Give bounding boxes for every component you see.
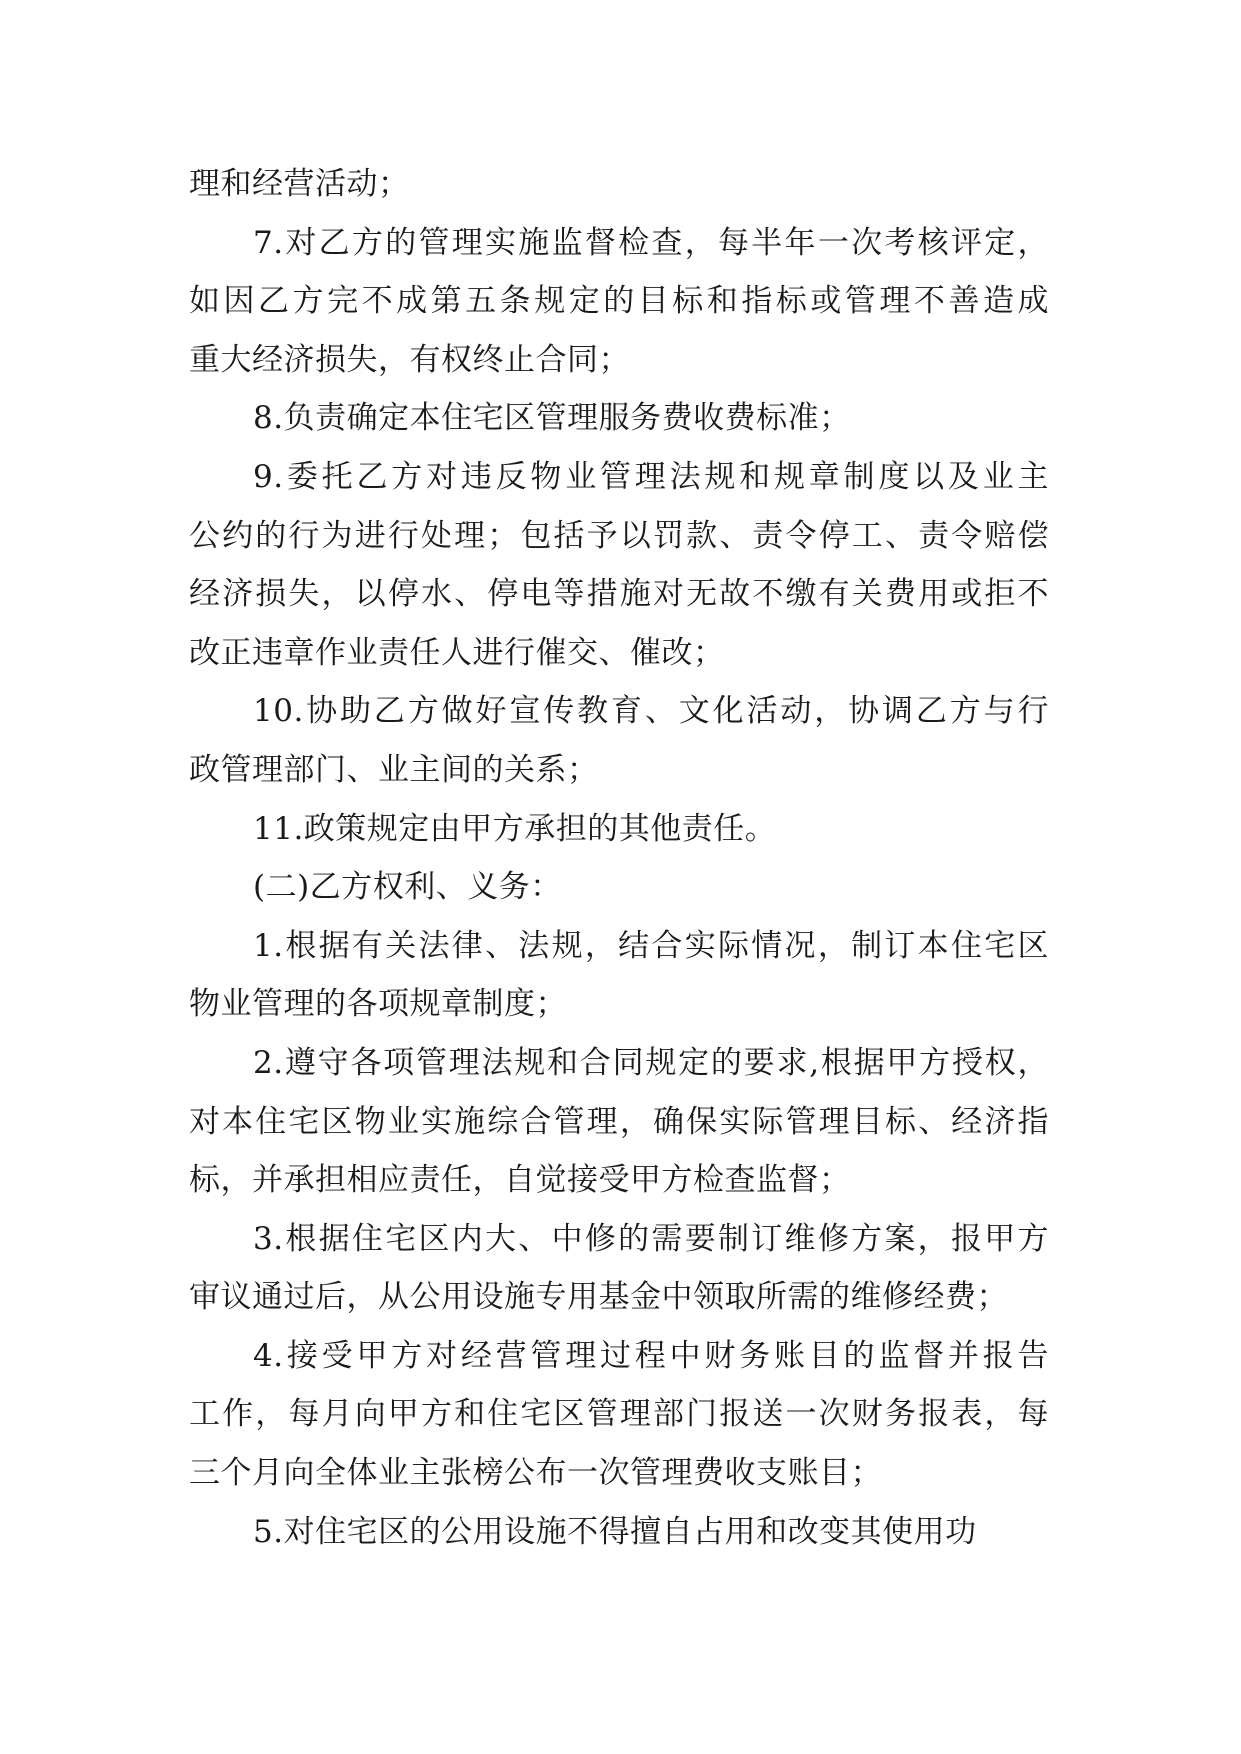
text-line: 4.接受甲方对经营管理过程中财务账目的监督并报告: [253, 1337, 1049, 1374]
text-line: 11.政策规定由甲方承担的其他责任。: [253, 810, 777, 847]
text-line: 重大经济损失，有权终止合同；: [189, 341, 630, 378]
paragraph-p8: [189, 389, 1049, 448]
paragraph-p0: [189, 155, 1049, 214]
paragraph-p9: [189, 448, 1049, 682]
paragraph-p11: [189, 800, 1049, 859]
text-line: 三个月向全体业主张榜公布一次管理费收支账目；: [189, 1455, 882, 1492]
text-line: 8.负责确定本住宅区管理服务费收费标准；: [253, 400, 851, 437]
text-line: (二)乙方权利、义务：: [253, 869, 562, 906]
text-line: 政管理部门、业主间的关系；: [189, 751, 599, 788]
text-line: 7.对乙方的管理实施监督检查，每半年一次考核评定，: [253, 224, 1049, 261]
text-line: 10.协助乙方做好宣传教育、文化活动，协调乙方与行: [253, 693, 1049, 730]
text-line: 标，并承担相应责任，自觉接受甲方检查监督；: [189, 1162, 851, 1199]
paragraph-p7: [189, 214, 1049, 390]
paragraph-pb1: [189, 917, 1049, 1034]
text-line: 9.委托乙方对违反物业管理法规和规章制度以及业主: [253, 458, 1049, 495]
text-line: 1.根据有关法律、法规，结合实际情况，制订本住宅区: [253, 927, 1049, 964]
text-line: 公约的行为进行处理；包括予以罚款、责令停工、责令赔偿: [189, 517, 1049, 554]
text-line: 工作，每月向甲方和住宅区管理部门报送一次财务报表，每: [189, 1396, 1049, 1433]
document-body: [189, 155, 1049, 1561]
text-line: 2.遵守各项管理法规和合同规定的要求,根据甲方授权，: [253, 1044, 1049, 1081]
text-line: 经济损失，以停水、停电等措施对无故不缴有关费用或拒不: [189, 576, 1049, 613]
paragraph-pb5: [189, 1503, 1049, 1562]
text-line: 改正违章作业责任人进行催交、催改；: [189, 634, 725, 671]
text-line: 3.根据住宅区内大、中修的需要制订维修方案，报甲方: [253, 1220, 1049, 1257]
text-line: 如因乙方完不成第五条规定的目标和指标或管理不善造成: [189, 283, 1049, 320]
paragraph-pb4: [189, 1327, 1049, 1503]
paragraph-p10: [189, 682, 1049, 799]
text-line: 物业管理的各项规章制度；: [189, 986, 567, 1023]
text-line: 对本住宅区物业实施综合管理，确保实际管理目标、经济指: [189, 1103, 1049, 1140]
text-line: 审议通过后，从公用设施专用基金中领取所需的维修经费；: [189, 1279, 1008, 1316]
text-line: 5.对住宅区的公用设施不得擅自占用和改变其使用功: [253, 1513, 977, 1550]
paragraph-pb3: [189, 1210, 1049, 1327]
text-line: 理和经营活动；: [189, 166, 410, 202]
paragraph-p-b-heading: [189, 858, 1049, 917]
paragraph-pb2: [189, 1034, 1049, 1210]
